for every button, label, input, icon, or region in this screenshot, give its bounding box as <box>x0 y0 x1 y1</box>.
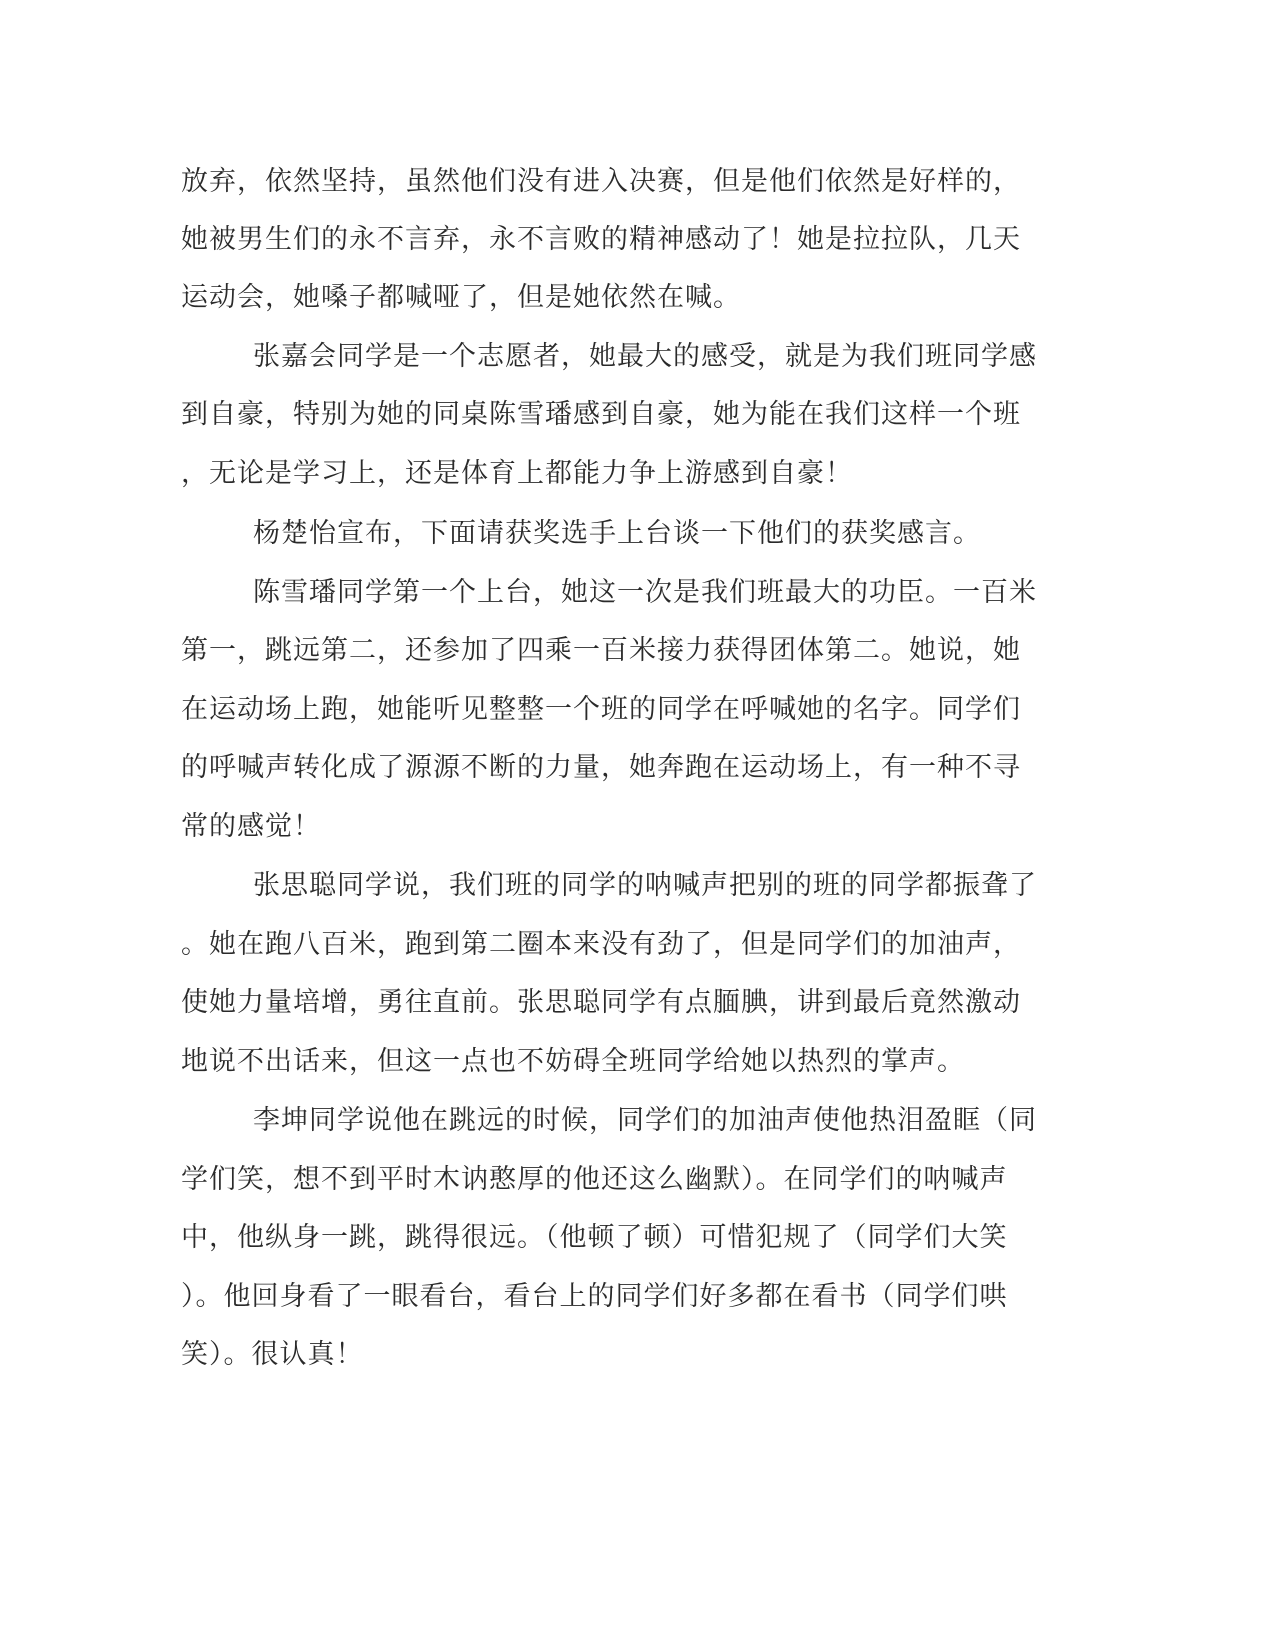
text-line: 陈雪璠同学第一个上台，她这一次是我们班最大的功臣。一百米 <box>253 577 1037 608</box>
text-line: 运动会，她嗓子都喊哑了，但是她依然在喊。 <box>181 282 741 313</box>
text-line: 学们笑，想不到平时木讷憨厚的他还这么幽默）。在同学们的呐喊声 <box>181 1164 1008 1195</box>
text-line: 她被男生们的永不言弃，永不言败的精神感动了！她是拉拉队，几天 <box>181 224 1021 255</box>
text-line: 地说不出话来，但这一点也不妨碍全班同学给她以热烈的掌声。 <box>181 1046 965 1077</box>
text-line: 笑）。很认真！ <box>181 1339 364 1370</box>
text-line: ，无论是学习上，还是体育上都能力争上游感到自豪！ <box>181 458 853 489</box>
text-line: 张思聪同学说，我们班的同学的呐喊声把别的班的同学都振聋了 <box>253 870 1037 901</box>
text-line: 到自豪，特别为她的同桌陈雪璠感到自豪，她为能在我们这样一个班 <box>181 399 1021 430</box>
text-line: 杨楚怡宣布，下面请获奖选手上台谈一下他们的获奖感言。 <box>253 518 981 549</box>
text-line: 在运动场上跑，她能听见整整一个班的同学在呼喊她的名字。同学们 <box>181 694 1021 725</box>
text-line: 李坤同学说他在跳远的时候，同学们的加油声使他热泪盈眶（同 <box>253 1105 1037 1136</box>
text-line: 放弃，依然坚持，虽然他们没有进入决赛，但是他们依然是好样的， <box>181 166 1021 197</box>
text-line: 的呼喊声转化成了源源不断的力量，她奔跑在运动场上，有一种不寻 <box>181 752 1021 783</box>
text-line: 常的感觉！ <box>181 811 321 842</box>
text-line: ）。他回身看了一眼看台，看台上的同学们好多都在看书（同学们哄 <box>181 1281 1008 1312</box>
text-line: 中，他纵身一跳，跳得很远。（他顿了顿）可惜犯规了（同学们大笑 <box>181 1222 1008 1253</box>
text-line: 使她力量培增，勇往直前。张思聪同学有点腼腆，讲到最后竟然激动 <box>181 987 1021 1018</box>
text-line: 第一，跳远第二，还参加了四乘一百米接力获得团体第二。她说，她 <box>181 635 1021 666</box>
text-line: 。她在跑八百米，跑到第二圈本来没有劲了，但是同学们的加油声， <box>181 929 1021 960</box>
text-line: 张嘉会同学是一个志愿者，她最大的感受，就是为我们班同学感 <box>253 341 1037 372</box>
